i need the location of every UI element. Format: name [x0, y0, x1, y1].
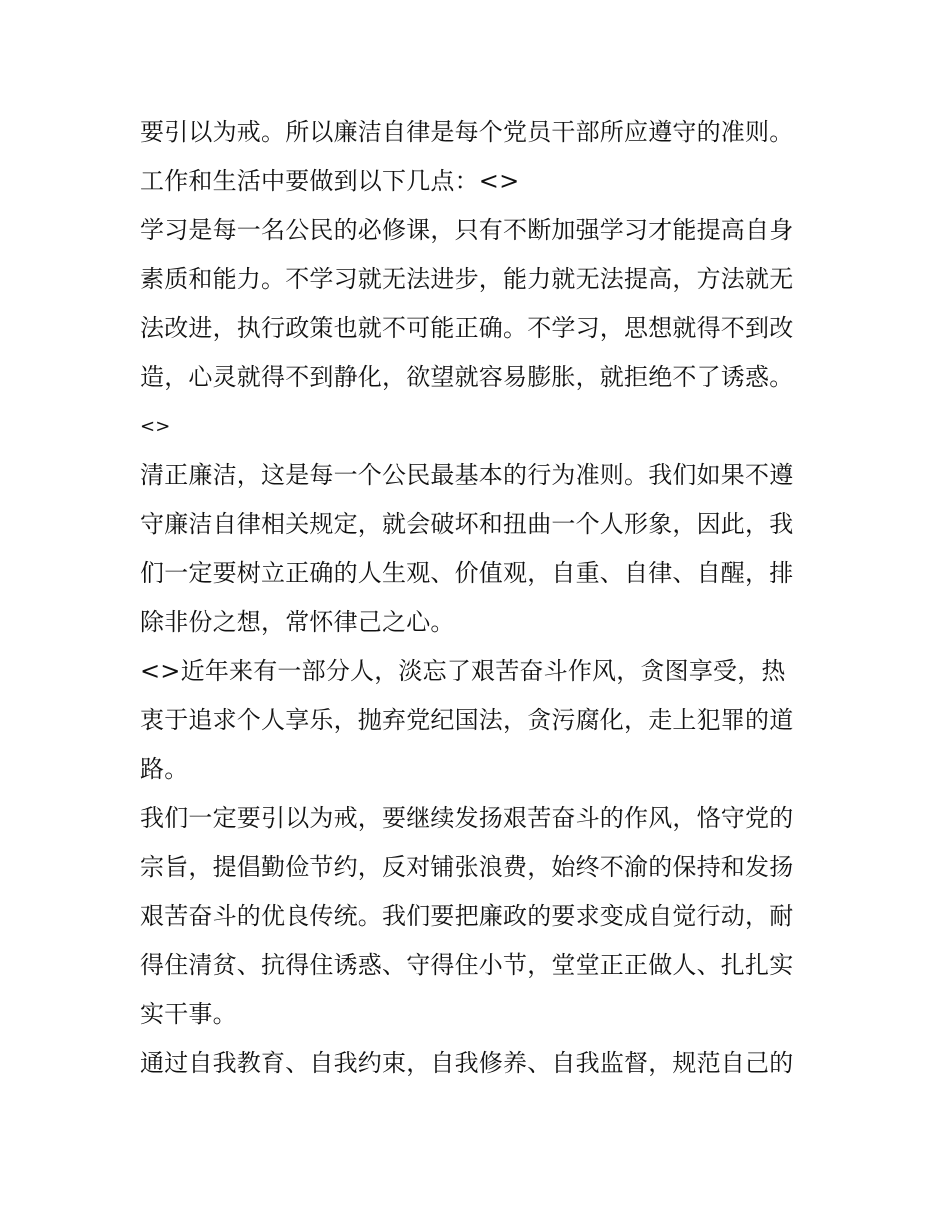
- text-line: 艰苦奋斗的优良传统。我们要把廉政的要求变成自觉行动，耐: [140, 902, 794, 930]
- text-line: 我们一定要引以为戒，要继续发扬艰苦奋斗的作风，恪守党的: [140, 804, 794, 832]
- text-line: 工作和生活中要做到以下几点：<>: [140, 167, 520, 195]
- text-line: 通过自我教育、自我约束，自我修养、自我监督，规范自己的: [140, 1049, 794, 1077]
- text-line: 要引以为戒。所以廉洁自律是每个党员干部所应遵守的准则。: [140, 118, 794, 146]
- text-line: 学习是每一名公民的必修课，只有不断加强学习才能提高自身: [140, 216, 794, 244]
- text-line: 实干事。: [140, 1000, 237, 1028]
- text-line: 法改进，执行政策也就不可能正确。不学习，思想就得不到改: [140, 314, 794, 342]
- text-line: 素质和能力。不学习就无法进步，能力就无法提高，方法就无: [140, 265, 794, 293]
- text-line: <>: [140, 416, 171, 437]
- text-line: <>近年来有一部分人，淡忘了艰苦奋斗作风，贪图享受，热: [140, 657, 786, 685]
- text-line: 造，心灵就得不到静化，欲望就容易膨胀，就拒绝不了诱惑。: [140, 363, 794, 391]
- text-line: 们一定要树立正确的人生观、价值观，自重、自律、自醒，排: [140, 559, 794, 587]
- text-line: 路。: [140, 755, 189, 783]
- text-line: 宗旨，提倡勤俭节约，反对铺张浪费，始终不渝的保持和发扬: [140, 853, 794, 881]
- text-line: 清正廉洁，这是每一个公民最基本的行为准则。我们如果不遵: [140, 461, 794, 489]
- document-body: [140, 108, 820, 1088]
- text-line: 衷于追求个人享乐，抛弃党纪国法，贪污腐化，走上犯罪的道: [140, 706, 794, 734]
- text-line: 得住清贫、抗得住诱惑、守得住小节，堂堂正正做人、扎扎实: [140, 951, 794, 979]
- text-line: 守廉洁自律相关规定，就会破坏和扭曲一个人形象，因此，我: [140, 510, 794, 538]
- text-line: 除非份之想，常怀律己之心。: [140, 608, 455, 636]
